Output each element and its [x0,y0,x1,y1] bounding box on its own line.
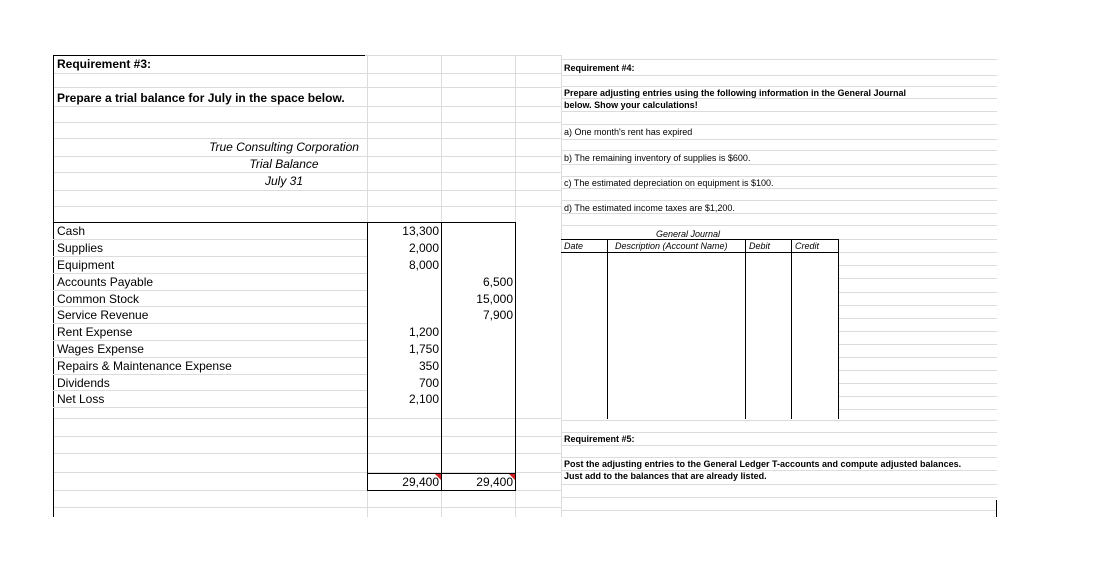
account-name-wages-expense: Wages Expense [57,342,144,356]
requirement-4-instruction-line1: Prepare adjusting entries using the following information in the General Journal [564,88,907,98]
requirement-5-instruction-line2: Just add to the balances that are already listed. [564,471,767,481]
debit-supplies: 2,000 [408,241,439,255]
company-name: True Consulting Corporation [209,140,359,154]
requirement-4-instruction-line2: below. Show your calculations! [564,100,698,110]
text-cursor [996,500,997,517]
account-name-common-stock: Common Stock [57,292,140,306]
journal-col-debit: Debit [749,241,771,251]
total-debit[interactable]: 29,400 [402,475,439,489]
account-name-dividends: Dividends [57,376,110,390]
account-name-equipment: Equipment [57,258,115,272]
requirement-3-instruction: Prepare a trial balance for July in the space below. [57,91,345,105]
account-name-cash: Cash [57,224,86,238]
journal-title: General Journal [656,229,721,239]
debit-equipment: 8,000 [408,258,439,272]
total-credit[interactable]: 29,400 [476,475,513,489]
debit-dividends: 700 [418,376,439,390]
adjustment-item-a: a) One month's rent has expired [564,127,693,137]
comment-indicator-icon[interactable] [509,474,515,480]
adjustment-item-b: b) The remaining inventory of supplies is $600. [564,153,751,163]
debit-rent-expense: 1,200 [408,325,439,339]
requirement-4-title: Requirement #4: [564,63,635,73]
debit-repairs-expense: 350 [418,359,439,373]
credit-service-revenue: 7,900 [482,308,513,322]
debit-cash: 13,300 [402,224,439,238]
account-name-accounts-payable: Accounts Payable [57,275,154,289]
credit-accounts-payable: 6,500 [482,275,513,289]
credit-common-stock: 15,000 [476,292,513,306]
debit-net-loss: 2,100 [408,392,439,406]
requirement-5-instruction-line1: Post the adjusting entries to the General Ledger T-accounts and compute adjusted balances. [564,459,962,469]
debit-wages-expense: 1,750 [408,342,439,356]
adjustment-item-d: d) The estimated income taxes are $1,200. [564,203,735,213]
comment-indicator-icon[interactable] [435,474,441,480]
journal-col-credit: Credit [795,241,820,251]
statement-title: Trial Balance [249,157,319,171]
statement-date: July 31 [264,174,304,188]
requirement-3-title: Requirement #3: [57,57,152,71]
journal-col-description: Description (Account Name) [615,241,728,251]
account-name-service-revenue: Service Revenue [57,308,149,322]
adjustment-item-c: c) The estimated depreciation on equipment is $100. [564,178,774,188]
account-name-rent-expense: Rent Expense [57,325,133,339]
requirement-5-title: Requirement #5: [564,434,635,444]
account-name-supplies: Supplies [57,241,104,255]
account-name-repairs-expense: Repairs & Maintenance Expense [57,359,232,373]
account-name-net-loss: Net Loss [57,392,105,406]
journal-col-date: Date [564,241,584,251]
